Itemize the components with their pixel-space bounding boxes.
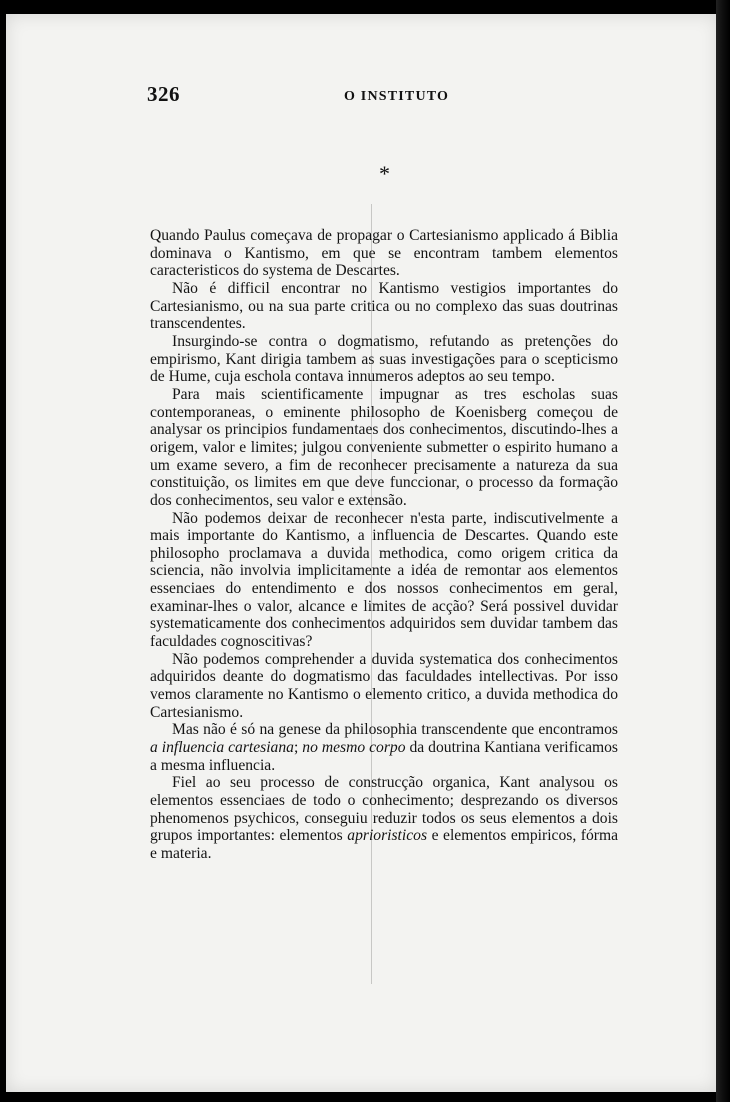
paragraph bbox=[150, 227, 618, 280]
paragraph bbox=[150, 721, 618, 774]
body-text bbox=[150, 227, 618, 863]
paragraph-text: Insurgindo-se contra o dogmatismo, refutando as pretenções do empirismo, Kant dirigia tambem as suas investigações para o scepticismo de Hume, cuja eschola contava innumeros adeptos ao seu tempo. bbox=[150, 332, 618, 386]
paragraph-text: e elementos empiricos, fórma e materia. bbox=[150, 827, 618, 862]
paragraph-text: Não podemos comprehender a duvida systematica dos conhecimentos adquiridos deante do dogmatismo das faculdades intellectivas. Por isso vemos claramente no Kantismo o elemento critico, a duvida methodica do Cartesianismo. bbox=[150, 650, 618, 721]
paragraph bbox=[150, 651, 618, 722]
paragraph-text: ; bbox=[293, 739, 303, 757]
paragraph-text: da doutrina Kantiana verificamos a mesma influencia. bbox=[150, 739, 618, 774]
scan-border bbox=[716, 0, 730, 1102]
page-number: 326 bbox=[147, 82, 180, 106]
paragraph-text: Quando Paulus começava de propagar o Cartesianismo applicado á Biblia dominava o Kantismo, em que se encontram tambem elementos caracteristicos do systema de Descartes. bbox=[150, 227, 618, 280]
italic-phrase: no mesmo corpo bbox=[302, 739, 406, 757]
paragraph bbox=[150, 510, 618, 651]
paragraph bbox=[150, 280, 618, 333]
italic-phrase: a influencia cartesiana bbox=[150, 739, 294, 757]
paragraph-text: Não podemos deixar de reconhecer n'esta parte, indiscutivelmente a mais importante do Kantismo, a influencia de Descartes. Quando este philosopho proclamava a duvida methodica, como origem critica da sciencia, não involvia implicitamente a idéa de remontar aos elementos essenciaes do entendimento e dos nossos conhecimentos em geral, examinar-lhes o valor, alcance e limites de acção? Será possivel duvidar systematicamente dos conhecimentos adquiridos sem duvidar tambem das faculdades cognoscitivas? bbox=[150, 509, 618, 651]
running-header bbox=[147, 82, 626, 112]
italic-term: aprioristicos bbox=[347, 827, 428, 845]
paragraph-text: Não é difficil encontrar no Kantismo vestigios importantes do Cartesianismo, ou na sua parte critica ou no complexo das suas doutrinas transcendentes. bbox=[150, 279, 618, 333]
paragraph-text: Fiel ao seu processo de construcção organica, Kant analysou os elementos essenciaes de todo o conhecimento; desprezando os diversos phenomenos psychicos, conseguiu reduzir todos os seus elementos a dois grupos importantes: elementos bbox=[150, 774, 618, 845]
journal-title: O INSTITUTO bbox=[344, 89, 450, 104]
section-ornament: * bbox=[379, 161, 390, 186]
paragraph-text: Mas não é só na genese da philosophia transcendente que encontramos bbox=[172, 721, 618, 739]
paragraph bbox=[150, 774, 618, 862]
book-page bbox=[6, 14, 718, 1092]
paragraph-text: Para mais scientificamente impugnar as tres escholas suas contemporaneas, o eminente philosopho de Koenisberg começou de analysar os principios fundamentaes dos conhecimentos, discutindo-lhes a origem, valor e limites; julgou conveniente submetter o espirito humano a um exame severo, a fim de reconhecer precisamente a natureza da sua constituição, os limites em que deve funccionar, o processo da formação dos conhecimentos, seu valor e extensão. bbox=[150, 385, 618, 509]
paragraph bbox=[150, 333, 618, 386]
paragraph bbox=[150, 386, 618, 510]
